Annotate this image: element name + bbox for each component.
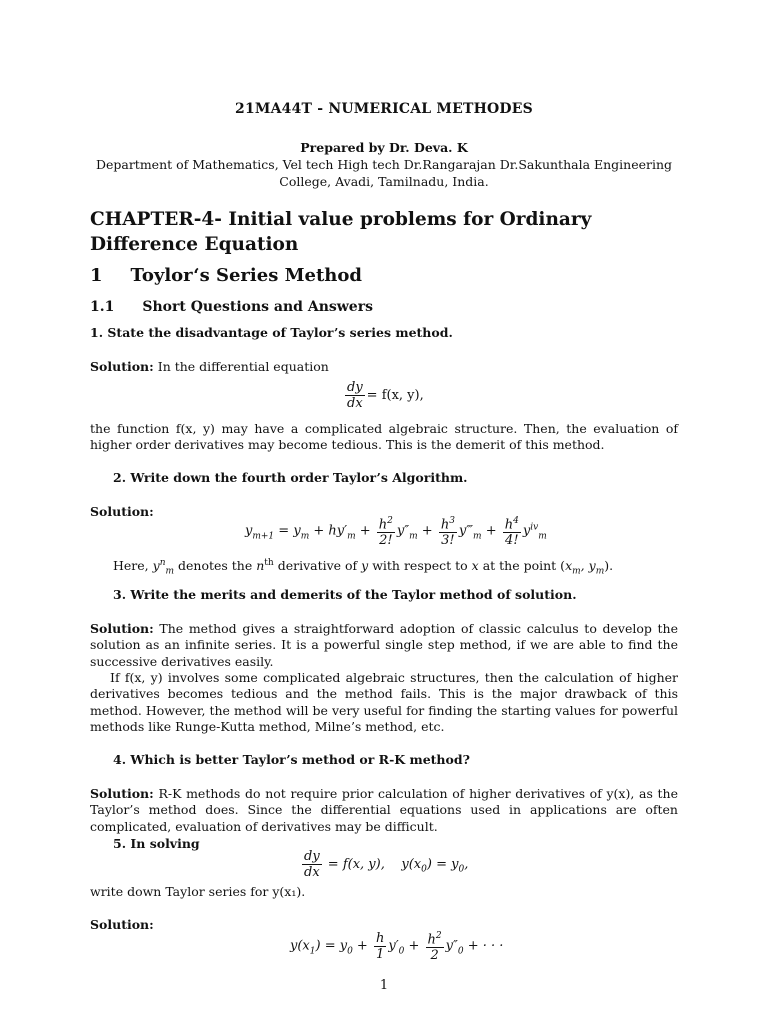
solution-label: Solution: bbox=[90, 359, 154, 374]
section-title: Toylor‘s Series Method bbox=[130, 265, 362, 286]
q3-solution bbox=[90, 621, 678, 670]
q4-solution bbox=[90, 786, 678, 835]
department-affiliation bbox=[0, 157, 768, 190]
subsection-heading bbox=[90, 299, 678, 315]
solution-label: Solution: bbox=[90, 786, 154, 801]
course-title: 21MA44T - NUMERICAL METHODES bbox=[235, 101, 533, 117]
dy-dx-fraction: $\frac{dy}{dx}$ bbox=[347, 380, 363, 411]
subsection-number: 1.1 bbox=[90, 299, 115, 315]
solution-label: Solution: bbox=[90, 621, 154, 636]
q4-answer: R-K methods do not require prior calculation of higher derivatives of y(x), as the Taylor’s method does. Since the differential equations used in applications are often complicated, evaluation of derivatives may be difficult. bbox=[90, 786, 678, 834]
solution-label: Solution: bbox=[90, 504, 154, 519]
subsection-title: Short Questions and Answers bbox=[142, 299, 373, 315]
question-4: 4. Which is better Taylor’s method or R-K method? bbox=[113, 752, 470, 767]
q2-note: Here, $y^n_m$ denotes the $n^{th}$ derivative of y with respect to x at the point ($x_m$, $y_m$). bbox=[113, 558, 614, 577]
q1-equation-rhs: = f(x, y), bbox=[366, 388, 424, 403]
q3-para-1: The method gives a straightforward adoption of classic calculus to develop the solution as an infinite series. It is a powerful single step method, if we are able to find the successive derivatives easily. bbox=[90, 621, 678, 669]
question-3: 3. Write the merits and demerits of the Taylor method of solution. bbox=[113, 587, 577, 602]
solution-label: Solution: bbox=[90, 917, 154, 932]
q1-intro-text: In the differential equation bbox=[157, 359, 329, 374]
chapter-title: CHAPTER-4- Initial value problems for Ordinary Difference Equation bbox=[90, 209, 592, 255]
page-number: 1 bbox=[379, 978, 389, 993]
q1-solution-body: the function f(x, y) may have a complicated algebraic structure. Then, the evaluation of higher order derivatives may become tedious. This is the demerit of this method. bbox=[90, 421, 678, 453]
department-line-2: College, Avadi, Tamilnadu, India. bbox=[279, 173, 489, 189]
q5-taylor-series: $y(x_1) = y_0$ + $\frac{h}{1}$ $y'_0$ + $\frac{h^2}{2}$ $y''_0$ + · · · bbox=[290, 930, 504, 964]
department-line-1: Department of Mathematics, Vel tech High tech Dr.Rangarajan Dr.Sakunthala Engineering bbox=[95, 157, 673, 172]
taylor-algorithm-equation: $y_{m+1} = y_m + hy'_m$ + $\frac{h^2}{2!}$ $y''_m$ + $\frac{h^3}{3!}$ $y‴_m$ + $\frac{h^4}{4!}$ $y^{iv}_m$ bbox=[245, 516, 547, 549]
question-2: 2. Write down the fourth order Taylor’s Algorithm. bbox=[113, 470, 468, 485]
section-heading bbox=[90, 265, 678, 286]
q1-solution-intro bbox=[90, 359, 678, 375]
section-number: 1 bbox=[90, 265, 103, 286]
question-5: 5. In solving bbox=[113, 836, 200, 851]
q5-after: write down Taylor series for y(x₁). bbox=[90, 884, 306, 899]
q3-para-2: If f(x, y) involves some complicated algebraic structures, then the calculation of higher derivatives becomes tedious and the method fails. This is the major drawback of this method. However, the method will be very useful for finding the starting values for powerful methods like Runge-Kutta method, Milne’s method, etc. bbox=[90, 670, 678, 734]
q5-equation: $\frac{dy}{dx}$ = f(x, y), $y(x_0) = y_0$, bbox=[304, 849, 469, 880]
q1-equation bbox=[343, 380, 424, 411]
question-1: 1. State the disadvantage of Taylor’s series method. bbox=[90, 325, 453, 340]
prepared-by: Prepared by Dr. Deva. K bbox=[300, 140, 468, 155]
